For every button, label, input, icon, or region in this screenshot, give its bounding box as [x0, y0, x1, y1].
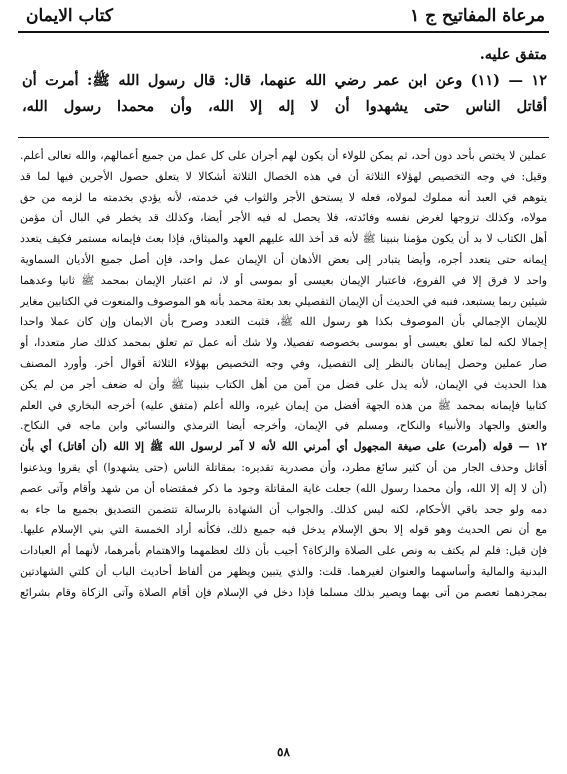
- hadith-line: ١٢ — (١١) وعن ابن عمر رضي الله عنهما، قال: قال رسول الله ﷺ: أمرت أن: [22, 72, 547, 89]
- commentary-line: شيئين ربما يستبعد، فنبه في الحديث أن الإيمان التفصيلي بعد بعثة محمد بأنه هو الموصوف والمنعوت في الكتابين مغاير: [20, 294, 547, 308]
- commentary-line: (أن لا إله إلا الله، وأن محمدا رسول الله) جعلت غاية المقاتلة وجود ما ذكر فمقتضاه أن من شهد وأقام وآتى عصم: [20, 481, 547, 495]
- book-title: مرعاة المفاتيح ج ١: [410, 6, 545, 26]
- hadith-line: متفق عليه.: [479, 46, 547, 63]
- commentary-line: والعتق والجهاد والأنبياء والنكاح، ومسلم في الإيمان، وأخرجه أيضا الترمذي والنسائي وابن ماجه في النكاح.: [20, 419, 547, 433]
- commentary-line: هذا الحديث في الإيمان، لأنه يدل على فضل من آمن من أهل الكتاب بنبينا ﷺ وأن له ضعف أجر من لم يكن: [20, 377, 547, 391]
- commentary-line: يتوهم في العبد أنه مملوك لمولاه، فعله لا يستحق الأجر والثواب في خدمته، لأنه يؤدي بخدمته ما لزمه من حق: [20, 190, 547, 204]
- commentary-text: [20, 146, 547, 604]
- commentary-line: البدنية والمالية وأساسهما والعنوان لغيرهما. قلت: والذي يتبين ويظهر من ألفاظ أحاديث الباب أن كلتي الشهادتين: [20, 564, 547, 578]
- commentary-line: مولاه، وكذلك تزوجها لغرض نفسه وفائدته، فلا يحصل له فيه الأجر أيضا، وكذلك قد يخطر في البال أن مؤمن: [20, 211, 547, 225]
- commentary-line: دمه ولو جحد باقي الأحكام، لكنه ليس كذلك. والجواب أن الشهادة بالرسالة تتضمن التصديق بجميع ما جاء به: [20, 502, 547, 516]
- hadith-text: [22, 42, 547, 120]
- commentary-line: إيمانه حتى يتعدد أجره، وأيضا يتبادر إلى بعض الأذهان أن الإيمان عمل واحد، فإن أصل جميع الأديان السماوية: [20, 252, 547, 266]
- commentary-line: واحد لا فرق إلا في الفروع، فاعتبار الإيمان بعيسى أو بموسى أو لا، ثم اعتبار الإيمان بمحمد ﷺ ثانيا وعدهما: [20, 273, 547, 287]
- page-number: ٥٨: [277, 745, 290, 759]
- commentary-line: كتابيا فإيمانه بمحمد ﷺ من هذه الجهة أفضل من إيمان غيره، والله أعلم (متفق عليه) أخرجه البخاري في العلم: [20, 398, 547, 412]
- commentary-line: أقاتل وحذف الجار من أن كثير سائغ مطرد، وأن مصدرية تقديره: بمقاتلة الناس (حتى يشهدوا) أي يقروا ويذعنوا: [20, 460, 547, 474]
- commentary-line: أهل الكتاب لا بد أن يكون مؤمنا بنبينا ﷺ لأنه قد أخذ الله عليهم العهد والميثاق، فإذا بعث فإيمانه مستمر فكيف يتعدد: [20, 232, 547, 246]
- commentary-line: للإيمان الإجمالي بأن الموصوف بكذا هو رسول الله ﷺ، فثبت التعدد وصرح بأن الايمان وإن كان عملا واحدا: [20, 315, 547, 329]
- section-divider: [18, 137, 549, 138]
- commentary-line: صار عملين وحصل إيمانان بالنظر إلى التفصيل، وفي وجه التخصيص بهؤلاء الثلاثة أقوال أخر. وأورد المصنف: [20, 356, 547, 370]
- commentary-line: وقيل: في وجه التخصيص لهؤلاء الثلاثة أن في هذه الخصال الثلاثة أشكالا لا يتعلق حصول الأجرين فيها لما قد: [20, 169, 547, 183]
- commentary-line: فإن قيل: فلم لم يكتف به ونص على الصلاة والزكاة؟ أجيب بأن ذلك لعظمهما والاهتمام بأمرهما، لأنهما أم العبادات: [20, 544, 547, 558]
- commentary-line: إجمالا لكنه لما تعلق بعيسى أو بموسى بخصوصه تفصيلا، ولا شك أنه عمل تم تعلق بمحمد كذلك صار متعددا، أو: [20, 336, 547, 350]
- chapter-title: كتاب الايمان: [26, 6, 113, 26]
- commentary-line: مع أن نص الحديث وهو قوله إلا بحق الإسلام يدخل فيه جميع ذلك، فكأنه أراد الخمسة التي بني الإسلام عليها.: [20, 523, 547, 537]
- commentary-line: بمجردهما تعصم من أتى بهما ويصير بذلك مسلما فإذا دخل في الإسلام فإن أقام الصلاة وآتى الزكاة وقام بشرائع: [20, 585, 547, 599]
- commentary-line: ١٢ — قوله (أمرت) على صيغة المجهول أي أمرني الله لأنه لا آمر لرسول الله ﷺ إلا الله (أن أقاتل) أي بأن: [20, 440, 547, 454]
- header-divider: [18, 31, 549, 33]
- commentary-line: عملين لا يختص بأحد دون أحد، ثم يمكن للولاء أن يكون لهم أجران على كل عمل من جميع أعمالهم، والله تعالى أعلم.: [20, 149, 547, 162]
- hadith-line: أقاتل الناس حتى يشهدوا أن لا إله إلا الله، وأن محمدا رسول الله،: [22, 98, 547, 115]
- page-header: [20, 4, 549, 30]
